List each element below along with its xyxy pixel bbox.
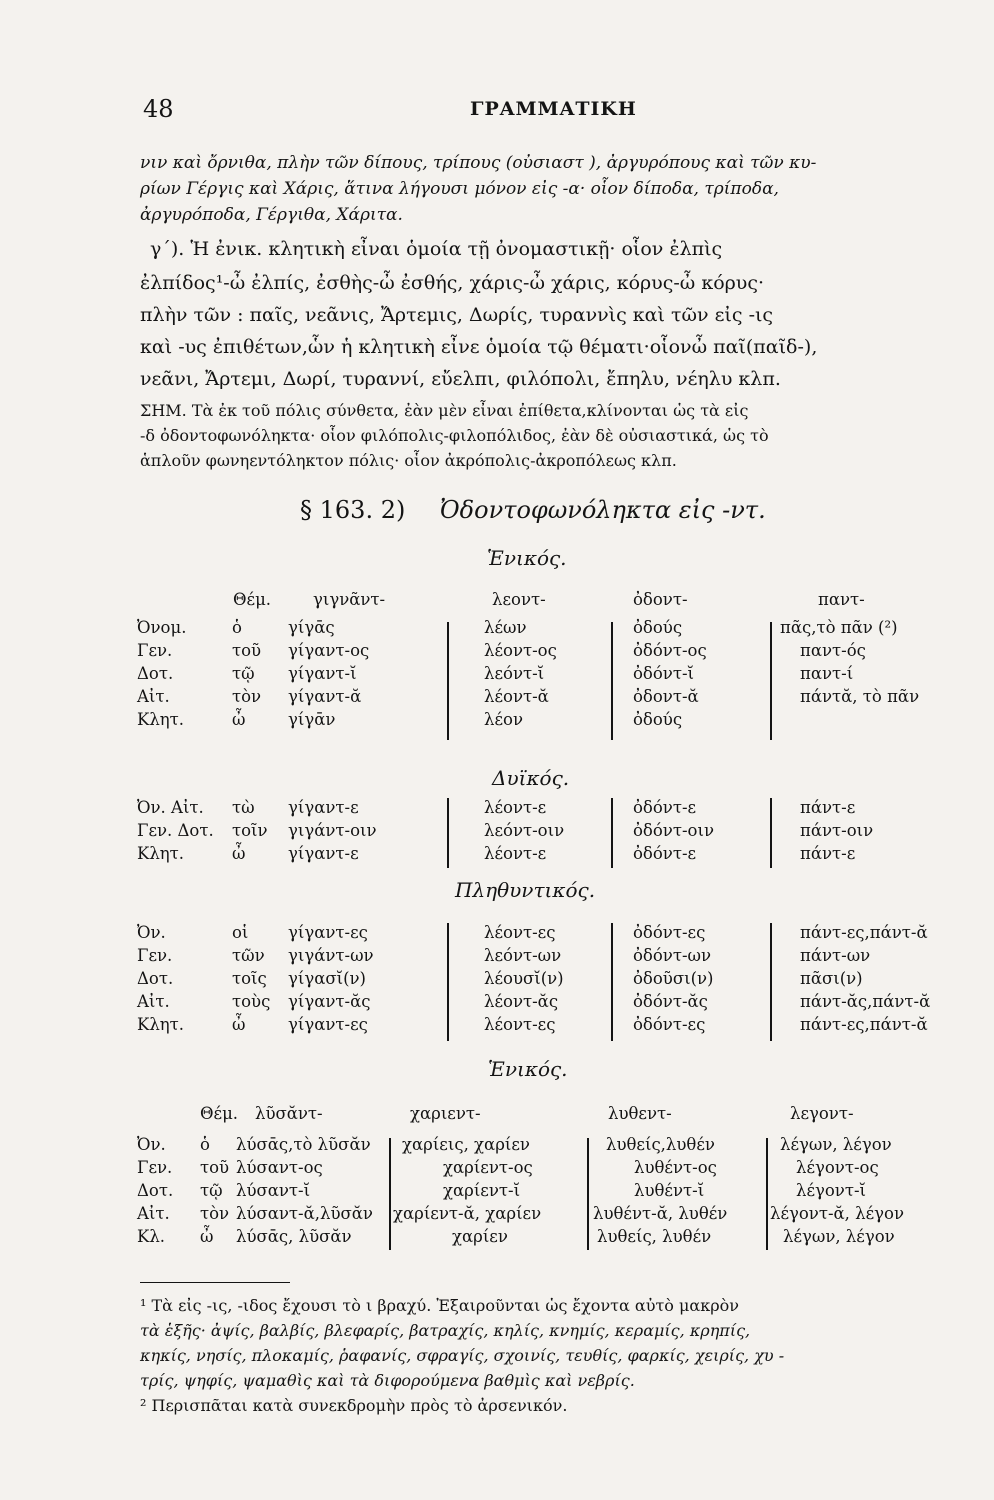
form-cell: λυθέντ-ος <box>634 1158 717 1177</box>
article-cell: οἱ <box>232 923 249 942</box>
form-cell: λέγων, λέγον <box>780 1135 892 1154</box>
form-cell: λέουσῐ(ν) <box>484 969 564 988</box>
form-cell: λυθέντ-ῐ <box>634 1181 705 1200</box>
form-cell: γίγαντ-ος <box>288 641 370 660</box>
form-cell: λεόντ-οιν <box>484 821 565 840</box>
article-cell: τῷ <box>200 1181 223 1200</box>
column-divider <box>587 1138 589 1250</box>
column-divider <box>611 923 613 1041</box>
case-label: Δοτ. <box>137 1181 174 1200</box>
column-divider <box>447 798 449 868</box>
stem-cell: χαριεντ- <box>410 1104 481 1123</box>
article-cell: τῶν <box>232 946 265 965</box>
column-divider <box>389 1138 391 1250</box>
column-divider <box>447 622 449 740</box>
stem-cell: λυθεντ- <box>608 1104 672 1123</box>
singular-heading: Ἑνικός. <box>487 546 567 570</box>
form-cell: γίγαντ-ᾰς <box>288 992 371 1011</box>
article-cell: τοῦ <box>232 641 262 660</box>
form-cell: λέοντ-ᾰ <box>484 687 549 706</box>
form-cell: λέγοντ-ος <box>796 1158 879 1177</box>
article-cell: ὦ <box>200 1227 214 1246</box>
form-cell: λυθείς,λυθέν <box>606 1135 715 1154</box>
plural-heading: Πληθυντικός. <box>455 878 596 902</box>
form-cell: πάντ-ες,πάντ-ᾰ <box>800 1015 928 1034</box>
form-cell: ὀδόντ-ῐ <box>633 664 695 683</box>
form-cell: ὀδοντ-ᾰ <box>633 687 699 706</box>
case-label: Αἰτ. <box>137 687 170 706</box>
text-line: καὶ -υς ἐπιθέτων,ὧν ἡ κλητικὴ εἶνε ὁμοία τῷ θέματι·οἷονὦ παῖ(παῖδ-), <box>140 336 818 358</box>
article-cell: ὁ <box>232 618 242 637</box>
article-cell: τὼ <box>232 798 255 817</box>
case-label: Ὀν. <box>137 923 166 942</box>
article-cell: ὦ <box>232 844 246 863</box>
form-cell: λέων <box>484 618 527 637</box>
column-divider <box>770 622 772 740</box>
form-cell: λεόντ-ῐ <box>484 664 545 683</box>
form-cell: ὀδόντ-ος <box>633 641 707 660</box>
form-cell: γίγαντ-ᾰ <box>288 687 362 706</box>
form-cell: γίγᾱς <box>288 618 335 637</box>
form-cell: λέοντ-ᾰς <box>484 992 559 1011</box>
form-cell: χαρίεντ-ᾰ, χαρίεν <box>393 1204 542 1223</box>
case-label: Αἰτ. <box>137 1204 170 1223</box>
column-divider <box>770 798 772 868</box>
form-cell: λύσαντ-ᾰ,λῦσᾰν <box>236 1204 373 1223</box>
form-cell: πᾶσι(ν) <box>800 969 863 988</box>
form-cell: λέοντ-ες <box>484 1015 556 1034</box>
form-cell: λέοντ-ε <box>484 798 547 817</box>
stem-cell: λῦσᾰντ- <box>255 1104 323 1123</box>
form-cell: λέγων, λέγον <box>783 1227 895 1246</box>
form-cell: λύσαντ-ος <box>236 1158 323 1177</box>
stem-cell: λεοντ- <box>492 590 546 609</box>
form-cell: ὀδούς <box>633 710 683 729</box>
form-cell: ὀδόντ-ες <box>633 1015 706 1034</box>
article-cell: τοῖν <box>232 821 268 840</box>
form-cell: λυθέντ-ᾰ, λυθέν <box>593 1204 728 1223</box>
note-line: ἁπλοῦν φωνηεντόληκτον πόλις· οἷον ἀκρόπολις-ἀκροπόλεως κλπ. <box>140 451 677 470</box>
form-cell: λυθείς, λυθέν <box>597 1227 712 1246</box>
article-cell: ὦ <box>232 710 246 729</box>
case-label: Γεν. <box>137 641 173 660</box>
stem-cell: ὀδοντ- <box>633 590 688 609</box>
page-number: 48 <box>143 95 174 123</box>
dual-heading: Δυϊκός. <box>492 766 570 790</box>
article-cell: τὸν <box>200 1204 230 1223</box>
article-cell: τὸν <box>232 687 262 706</box>
case-label: Αἰτ. <box>137 992 170 1011</box>
column-divider <box>611 622 613 740</box>
form-cell: ὀδόντ-ε <box>633 844 697 863</box>
stem-label: Θέμ. <box>233 590 272 609</box>
form-cell: παντ-ί <box>800 664 854 683</box>
form-cell: παντ-ός <box>800 641 866 660</box>
footnote-rule <box>140 1282 290 1283</box>
case-label: Κλητ. <box>137 844 185 863</box>
form-cell: πᾶς,τὸ πᾶν (²) <box>780 618 898 637</box>
text-line: νιν καὶ ὄρνιθα, πλὴν τῶν δίπους, τρίπους (οὐσιαστ ), ἀργυρόπους καὶ τῶν κυ- <box>140 153 817 173</box>
form-cell: λέοντ-ος <box>484 641 557 660</box>
form-cell: λέον <box>484 710 523 729</box>
form-cell: λεόντ-ων <box>484 946 562 965</box>
case-label: Δοτ. <box>137 664 174 683</box>
form-cell: ὀδόντ-ε <box>633 798 697 817</box>
article-cell: τοὺς <box>232 992 271 1011</box>
form-cell: ὀδόντ-ες <box>633 923 706 942</box>
form-cell: γίγαντ-ῐ <box>288 664 357 683</box>
text-line: ἐλπίδος¹-ὦ ἐλπίς, ἐσθὴς-ὦ ἐσθής, χάρις-ὦ χάρις, κόρυς-ὦ κόρυς· <box>140 272 765 294</box>
form-cell: λέοντ-ε <box>484 844 547 863</box>
form-cell: λέγοντ-ᾰ, λέγον <box>770 1204 904 1223</box>
form-cell: ὀδόντ-ων <box>633 946 712 965</box>
form-cell: γίγαντ-ες <box>288 923 368 942</box>
footnote-line: ¹ Τὰ εἰς -ις, -ιδος ἔχουσι τὸ ι βραχύ. Ἐξαιροῦνται ὡς ἔχοντα αὐτὸ μακρὸν <box>140 1296 739 1315</box>
case-label: Κλητ. <box>137 1015 185 1034</box>
article-cell: τοῦ <box>200 1158 230 1177</box>
case-label: Ὀν. <box>137 1135 166 1154</box>
case-label: Ὀν. Αἰτ. <box>137 798 204 817</box>
case-label: Γεν. <box>137 946 173 965</box>
form-cell: γιγάντ-οιν <box>288 821 377 840</box>
text-line: πλὴν τῶν : παῖς, νεᾶνις, Ἄρτεμις, Δωρίς, τυραννὶς καὶ τῶν εἰς -ις <box>140 304 774 326</box>
footnote-line: τρίς, ψηφίς, ψαμαθὶς καὶ τὰ διφορούμενα βαθμὶς καὶ νεβρίς. <box>140 1371 635 1390</box>
note-line: -δ ὀδοντοφωνόληκτα· οἷον φιλόπολις-φιλοπόλιδος, ἐὰν δὲ οὐσιαστικά, ὡς τὸ <box>140 426 769 445</box>
form-cell: γίγασῐ(ν) <box>288 969 366 988</box>
case-label: Ὀνομ. <box>137 618 187 637</box>
form-cell: ὀδόντ-οιν <box>633 821 714 840</box>
form-cell: λύσαντ-ῐ <box>236 1181 311 1200</box>
column-divider <box>770 923 772 1041</box>
article-cell: τοῖς <box>232 969 267 988</box>
form-cell: πάντ-ες,πάντ-ᾰ <box>800 923 928 942</box>
form-cell: λέοντ-ες <box>484 923 556 942</box>
form-cell: γιγάντ-ων <box>288 946 374 965</box>
article-cell: ὁ <box>200 1135 210 1154</box>
case-label: Δοτ. <box>137 969 174 988</box>
footnote-line: κηκίς, νησίς, πλοκαμίς, ῥαφανίς, σφραγίς, σχοινίς, τευθίς, φαρκίς, χειρίς, χυ - <box>140 1346 785 1365</box>
stem-label: Θέμ. <box>200 1104 239 1123</box>
case-label: Κλητ. <box>137 710 185 729</box>
case-label: Γεν. Δοτ. <box>137 821 214 840</box>
form-cell: πάντ-ε <box>800 844 856 863</box>
page-title: ΓΡΑΜΜΑΤΙΚΗ <box>470 98 637 120</box>
form-cell: πάντᾰ, τὸ πᾶν <box>800 687 920 706</box>
note-line: ΣΗΜ. Τὰ ἐκ τοῦ πόλις σύνθετα, ἐὰν μὲν εἶναι ἐπίθετα,κλίνονται ὡς τὰ εἰς <box>140 401 749 420</box>
form-cell: χαρίεντ-ῐ <box>443 1181 521 1200</box>
form-cell: λέγοντ-ῐ <box>796 1181 867 1200</box>
form-cell: πάντ-ᾰς,πάντ-ᾰ <box>800 992 931 1011</box>
form-cell: λύσᾱς,τὸ λῦσᾰν <box>236 1135 371 1154</box>
form-cell: ὀδούς <box>633 618 683 637</box>
form-cell: ὀδοῦσι(ν) <box>633 969 714 988</box>
column-divider <box>447 923 449 1041</box>
form-cell: γίγαντ-ες <box>288 1015 368 1034</box>
singular-heading-2: Ἑνικός. <box>488 1057 568 1081</box>
case-label: Γεν. <box>137 1158 173 1177</box>
text-line: ρίων Γέργις καὶ Χάρις, ἅτινα λήγουσι μόνον εἰς -α· οἷον δίποδα, τρίποδα, <box>140 179 779 199</box>
footnote-line: ² Περισπᾶται κατὰ συνεκδρομὴν πρὸς τὸ ἀρσενικόν. <box>140 1396 568 1415</box>
form-cell: πάντ-ων <box>800 946 871 965</box>
column-divider <box>611 798 613 868</box>
stem-cell: γιγνᾶντ- <box>313 590 386 609</box>
form-cell: γίγαντ-ε <box>288 798 359 817</box>
form-cell: ὀδόντ-ᾰς <box>633 992 708 1011</box>
form-cell: λύσᾱς, λῦσᾰν <box>236 1227 352 1246</box>
footnote-line: τὰ ἑξῆς· ἀψίς, βαλβίς, βλεφαρίς, βατραχίς, κηλίς, κνημίς, κεραμίς, κρηπίς, <box>140 1321 751 1340</box>
form-cell: γίγαντ-ε <box>288 844 359 863</box>
column-divider <box>766 1138 768 1250</box>
form-cell: πάντ-ε <box>800 798 856 817</box>
form-cell: χαρίεν <box>452 1227 508 1246</box>
text-line: ἀργυρόποδα, Γέργιθα, Χάριτα. <box>140 205 403 225</box>
stem-cell: παντ- <box>818 590 865 609</box>
form-cell: χαρίεις, χαρίεν <box>402 1135 530 1154</box>
article-cell: τῷ <box>232 664 255 683</box>
article-cell: ὦ <box>232 1015 246 1034</box>
section-number: § 163. 2) <box>300 496 406 524</box>
stem-cell: λεγοντ- <box>790 1104 854 1123</box>
form-cell: γίγᾱν <box>288 710 336 729</box>
case-label: Κλ. <box>137 1227 166 1246</box>
form-cell: πάντ-οιν <box>800 821 874 840</box>
form-cell: χαρίεντ-ος <box>443 1158 533 1177</box>
text-line: γ΄). Ἡ ἐνικ. κλητικὴ εἶναι ὁμοία τῇ ὀνομαστικῇ· οἷον ἐλπὶς <box>150 238 723 260</box>
text-line: νεᾶνι, Ἄρτεμι, Δωρί, τυραννί, εὔελπι, φιλόπολι, ἔπηλυ, νέηλυ κλπ. <box>140 368 781 390</box>
section-title: Ὀδοντοφωνόληκτα εἰς -ντ. <box>440 496 766 524</box>
